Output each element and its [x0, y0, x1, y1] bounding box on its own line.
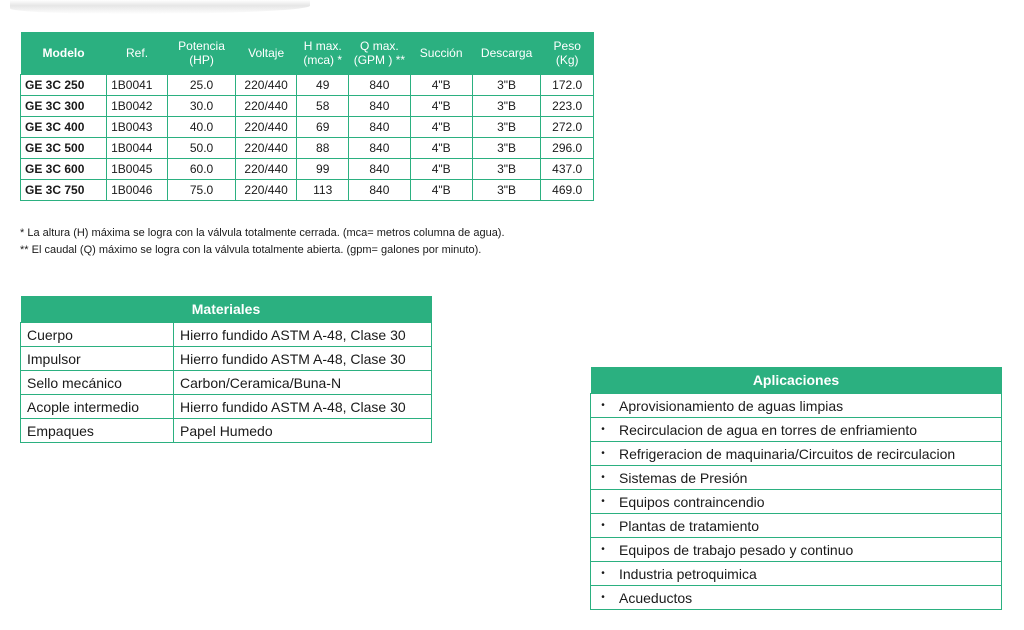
cell-qmax: 840 [349, 159, 410, 180]
list-item [591, 562, 1002, 586]
cell-potencia: 30.0 [167, 96, 235, 117]
specifications-table [20, 32, 594, 201]
cell-modelo: GE 3C 250 [21, 75, 107, 96]
header-ref: Ref. [107, 32, 168, 75]
material-value: Hierro fundido ASTM A-48, Clase 30 [174, 347, 432, 371]
application-text: Equipos contraincendio [615, 490, 1002, 514]
bullet-icon: • [591, 394, 616, 418]
cell-voltaje: 220/440 [236, 117, 297, 138]
list-item [591, 514, 1002, 538]
cell-modelo: GE 3C 750 [21, 180, 107, 201]
table-row [21, 117, 594, 138]
material-part: Sello mecánico [21, 371, 174, 395]
footnotes [20, 225, 505, 259]
header-modelo: Modelo [21, 32, 107, 75]
cell-potencia: 60.0 [167, 159, 235, 180]
header-potencia: Potencia (HP) [167, 32, 235, 75]
cell-peso: 272.0 [541, 117, 594, 138]
list-item [591, 418, 1002, 442]
cell-voltaje: 220/440 [236, 138, 297, 159]
material-value: Papel Humedo [174, 419, 432, 443]
cell-descarga: 3"B [472, 180, 541, 201]
table-row [21, 138, 594, 159]
cell-peso: 223.0 [541, 96, 594, 117]
cell-potencia: 25.0 [167, 75, 235, 96]
header-voltaje: Voltaje [236, 32, 297, 75]
applications-table [590, 367, 1002, 610]
header-descarga: Descarga [472, 32, 541, 75]
specifications-header-row [21, 32, 594, 75]
header-peso: Peso (Kg) [541, 32, 594, 75]
application-text: Plantas de tratamiento [615, 514, 1002, 538]
footnote-flow: ** El caudal (Q) máximo se logra con la válvula totalmente abierta. (gpm= galones por minuto). [20, 244, 482, 256]
list-item [591, 490, 1002, 514]
list-item [591, 586, 1002, 610]
cell-qmax: 840 [349, 138, 410, 159]
material-value: Hierro fundido ASTM A-48, Clase 30 [174, 395, 432, 419]
cell-potencia: 40.0 [167, 117, 235, 138]
cell-voltaje: 220/440 [236, 96, 297, 117]
applications-title: Aplicaciones [591, 367, 1002, 394]
list-item [591, 442, 1002, 466]
cell-potencia: 75.0 [167, 180, 235, 201]
table-row [21, 75, 594, 96]
application-text: Acueductos [615, 586, 1002, 610]
cell-ref: 1B0044 [107, 138, 168, 159]
material-part: Cuerpo [21, 323, 174, 347]
cell-succion: 4"B [410, 117, 472, 138]
cell-ref: 1B0045 [107, 159, 168, 180]
cell-peso: 437.0 [541, 159, 594, 180]
table-row [21, 180, 594, 201]
cell-voltaje: 220/440 [236, 180, 297, 201]
cell-succion: 4"B [410, 96, 472, 117]
cell-succion: 4"B [410, 180, 472, 201]
materials-title: Materiales [21, 296, 432, 323]
cell-ref: 1B0041 [107, 75, 168, 96]
material-value: Carbon/Ceramica/Buna-N [174, 371, 432, 395]
bullet-icon: • [591, 442, 616, 466]
application-text: Recirculacion de agua en torres de enfriamiento [615, 418, 1002, 442]
table-row [21, 159, 594, 180]
cell-hmax: 88 [297, 138, 349, 159]
cell-hmax: 69 [297, 117, 349, 138]
cell-hmax: 113 [297, 180, 349, 201]
cell-modelo: GE 3C 300 [21, 96, 107, 117]
cell-peso: 172.0 [541, 75, 594, 96]
cell-ref: 1B0042 [107, 96, 168, 117]
table-row [21, 347, 432, 371]
cell-descarga: 3"B [472, 117, 541, 138]
bullet-icon: • [591, 490, 616, 514]
cell-qmax: 840 [349, 75, 410, 96]
header-succion: Succión [410, 32, 472, 75]
header-hmax: H max. (mca) * [297, 32, 349, 75]
list-item [591, 394, 1002, 418]
cell-qmax: 840 [349, 180, 410, 201]
cell-hmax: 99 [297, 159, 349, 180]
application-text: Refrigeracion de maquinaria/Circuitos de recirculacion [615, 442, 1002, 466]
cell-peso: 296.0 [541, 138, 594, 159]
cell-ref: 1B0046 [107, 180, 168, 201]
cell-descarga: 3"B [472, 159, 541, 180]
cell-modelo: GE 3C 500 [21, 138, 107, 159]
materials-table [20, 296, 432, 443]
cell-descarga: 3"B [472, 75, 541, 96]
bullet-icon: • [591, 562, 616, 586]
bullet-icon: • [591, 538, 616, 562]
table-row [21, 96, 594, 117]
cell-succion: 4"B [410, 75, 472, 96]
cell-modelo: GE 3C 400 [21, 117, 107, 138]
cell-succion: 4"B [410, 138, 472, 159]
list-item [591, 466, 1002, 490]
cell-modelo: GE 3C 600 [21, 159, 107, 180]
cell-hmax: 49 [297, 75, 349, 96]
applications-body [591, 394, 1002, 610]
bullet-icon: • [591, 466, 616, 490]
cell-potencia: 50.0 [167, 138, 235, 159]
materials-body [21, 323, 432, 443]
list-item [591, 538, 1002, 562]
material-value: Hierro fundido ASTM A-48, Clase 30 [174, 323, 432, 347]
application-text: Sistemas de Presión [615, 466, 1002, 490]
cell-qmax: 840 [349, 117, 410, 138]
table-row [21, 323, 432, 347]
application-text: Equipos de trabajo pesado y continuo [615, 538, 1002, 562]
bullet-icon: • [591, 586, 616, 610]
bullet-icon: • [591, 418, 616, 442]
specifications-body [21, 75, 594, 201]
cell-hmax: 58 [297, 96, 349, 117]
cell-ref: 1B0043 [107, 117, 168, 138]
cell-voltaje: 220/440 [236, 159, 297, 180]
cell-voltaje: 220/440 [236, 75, 297, 96]
decorative-header-swoosh [10, 0, 310, 14]
cell-succion: 4"B [410, 159, 472, 180]
cell-peso: 469.0 [541, 180, 594, 201]
material-part: Acople intermedio [21, 395, 174, 419]
table-row [21, 395, 432, 419]
cell-qmax: 840 [349, 96, 410, 117]
table-row [21, 419, 432, 443]
material-part: Impulsor [21, 347, 174, 371]
cell-descarga: 3"B [472, 138, 541, 159]
material-part: Empaques [21, 419, 174, 443]
table-row [21, 371, 432, 395]
footnote-height: * La altura (H) máxima se logra con la válvula totalmente cerrada. (mca= metros columna de agua). [20, 227, 505, 239]
application-text: Aprovisionamiento de aguas limpias [615, 394, 1002, 418]
bullet-icon: • [591, 514, 616, 538]
cell-descarga: 3"B [472, 96, 541, 117]
application-text: Industria petroquimica [615, 562, 1002, 586]
header-qmax: Q max. (GPM ) ** [349, 32, 410, 75]
